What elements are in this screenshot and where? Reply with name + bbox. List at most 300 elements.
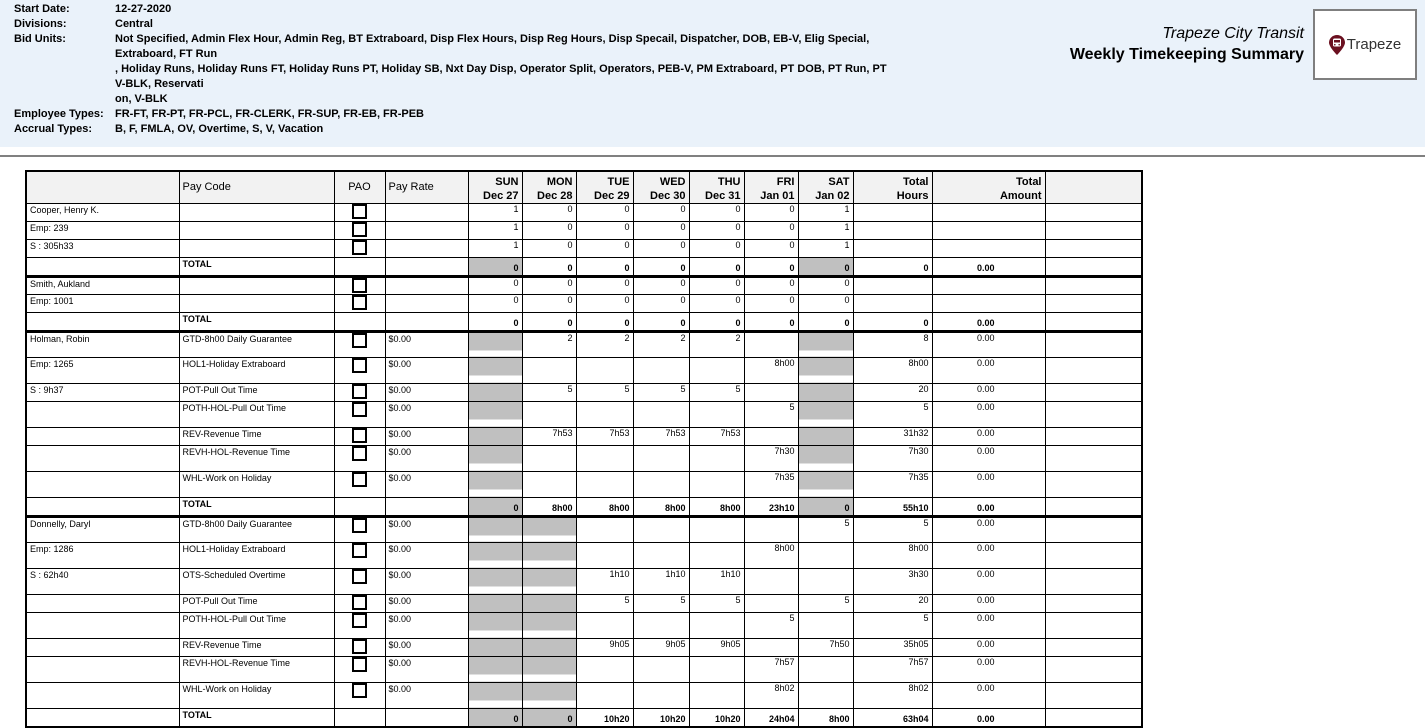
day-total-sun: 0	[468, 708, 522, 727]
blank-cell	[1045, 471, 1142, 497]
day-total-fri: 24h04	[744, 708, 798, 727]
pay-code: REV-Revenue Time	[179, 638, 334, 656]
pao-cell	[334, 401, 385, 427]
day-name: SAT	[828, 175, 850, 188]
pao-checkbox[interactable]	[352, 240, 367, 255]
report-filters	[14, 2, 887, 137]
pay-rate: $0.00	[385, 471, 468, 497]
pay-rate: $0.00	[385, 656, 468, 682]
day-value-sun: 0	[468, 294, 522, 312]
employee-info: Emp: 1286	[26, 542, 179, 568]
pao-cell	[334, 383, 385, 401]
total-row	[26, 312, 1142, 331]
day-value-tue: 0	[576, 239, 633, 257]
pao-cell	[334, 221, 385, 239]
day-value-sat: 5	[798, 516, 853, 542]
day-value-mon	[522, 542, 576, 568]
day-value-sun	[468, 612, 522, 638]
day-value-wed: 5	[633, 383, 689, 401]
day-date: Dec 27	[483, 189, 519, 202]
employee-info	[26, 708, 179, 727]
day-total-wed: 0	[633, 312, 689, 331]
day-value-fri: 5	[744, 401, 798, 427]
pay-code-header: Pay Code	[179, 171, 334, 203]
total-label: TOTAL	[179, 708, 334, 727]
filter-label: Employee Types:	[14, 108, 104, 120]
total-hours	[853, 276, 932, 294]
day-value-sun	[468, 638, 522, 656]
pay-rate: $0.00	[385, 383, 468, 401]
pao-cell	[334, 312, 385, 331]
total-hours-header	[853, 171, 932, 203]
employee-info	[26, 401, 179, 427]
employee-info: Holman, Robin	[26, 331, 179, 357]
blank-cell	[1045, 445, 1142, 471]
day-value-thu: 0	[689, 203, 744, 221]
total-hours	[853, 294, 932, 312]
total-hours: 8h00	[853, 542, 932, 568]
filter-label: Start Date:	[14, 3, 70, 15]
day-value-sun: 1	[468, 239, 522, 257]
day-value-fri: 0	[744, 294, 798, 312]
total-label: TOTAL	[179, 497, 334, 516]
day-total-fri: 0	[744, 257, 798, 276]
day-name: THU	[717, 175, 741, 188]
day-value-mon	[522, 612, 576, 638]
blank-cell	[1045, 294, 1142, 312]
filter-value: Not Specified, Admin Flex Hour, Admin Reg, BT Extraboard, Disp Flex Hours, Disp Reg Hours, Disp Specail, Dispatcher, DOB, EB-V, Elig Special,	[115, 33, 870, 45]
pao-cell	[334, 294, 385, 312]
blank-cell	[1045, 239, 1142, 257]
day-value-thu	[689, 445, 744, 471]
employee-info: Emp: 1001	[26, 294, 179, 312]
pay-rate: $0.00	[385, 682, 468, 708]
filter-value: on, V-BLK	[115, 93, 168, 105]
day-total-tue: 8h00	[576, 497, 633, 516]
total-amount: 0.00	[932, 312, 1045, 331]
header-line: Total	[903, 175, 929, 188]
day-value-sun: 1	[468, 221, 522, 239]
day-value-tue: 9h05	[576, 638, 633, 656]
day-value-thu	[689, 516, 744, 542]
pay-rate	[385, 257, 468, 276]
employee-info	[26, 682, 179, 708]
day-total-mon: 0	[522, 708, 576, 727]
day-header-sun	[468, 171, 522, 203]
pao-header: PAO	[334, 171, 385, 203]
total-hours	[853, 221, 932, 239]
day-value-wed	[633, 445, 689, 471]
employee-info: S : 62h40	[26, 568, 179, 594]
total-row	[26, 497, 1142, 516]
total-hours: 20	[853, 594, 932, 612]
day-header-sat	[798, 171, 853, 203]
day-total-fri: 23h10	[744, 497, 798, 516]
day-total-sat: 8h00	[798, 708, 853, 727]
day-value-tue	[576, 357, 633, 383]
total-amount: 0.00	[932, 638, 1045, 656]
day-value-sun: 0	[468, 276, 522, 294]
total-hours: 8	[853, 331, 932, 357]
pao-checkbox[interactable]	[352, 543, 367, 558]
day-date: Dec 28	[537, 189, 573, 202]
day-value-fri: 7h35	[744, 471, 798, 497]
pao-cell	[334, 542, 385, 568]
day-value-thu: 0	[689, 276, 744, 294]
pay-code: POT-Pull Out Time	[179, 383, 334, 401]
day-value-tue: 0	[576, 221, 633, 239]
total-amount: 0.00	[932, 401, 1045, 427]
pao-cell	[334, 638, 385, 656]
day-value-thu	[689, 682, 744, 708]
pao-cell	[334, 239, 385, 257]
table-row	[26, 383, 1142, 401]
pay-code	[179, 239, 334, 257]
filter-accrual-types	[14, 122, 875, 137]
total-hours: 0	[853, 312, 932, 331]
day-value-mon: 5	[522, 383, 576, 401]
day-header-fri	[744, 171, 798, 203]
header-divider	[0, 155, 1425, 157]
total-hours: 55h10	[853, 497, 932, 516]
report-title-block	[1070, 24, 1304, 66]
day-value-thu: 0	[689, 221, 744, 239]
day-value-thu: 1h10	[689, 568, 744, 594]
employee-info	[26, 594, 179, 612]
day-date: Jan 02	[815, 189, 850, 202]
day-value-thu: 0	[689, 294, 744, 312]
table-row	[26, 612, 1142, 638]
blank-cell	[1045, 357, 1142, 383]
filter-divisions	[14, 17, 875, 32]
total-amount: 0.00	[932, 682, 1045, 708]
day-total-thu: 0	[689, 257, 744, 276]
pay-rate: $0.00	[385, 516, 468, 542]
org-name: Trapeze City Transit	[1162, 25, 1304, 42]
blank-cell	[1045, 221, 1142, 239]
table-row	[26, 638, 1142, 656]
employee-info	[26, 257, 179, 276]
total-hours: 7h57	[853, 656, 932, 682]
day-value-fri: 8h00	[744, 357, 798, 383]
day-value-thu	[689, 542, 744, 568]
day-value-sun: 1	[468, 203, 522, 221]
pao-cell	[334, 708, 385, 727]
pao-checkbox[interactable]	[352, 472, 367, 487]
pay-rate	[385, 294, 468, 312]
day-value-tue	[576, 656, 633, 682]
total-hours: 8h00	[853, 357, 932, 383]
day-value-mon	[522, 682, 576, 708]
day-header-thu	[689, 171, 744, 203]
blank-cell	[1045, 427, 1142, 445]
filter-start-date	[14, 2, 875, 17]
pao-checkbox[interactable]	[352, 333, 367, 348]
blank-cell	[1045, 708, 1142, 727]
day-value-mon: 0	[522, 239, 576, 257]
bus-pin-icon	[1329, 35, 1345, 55]
total-hours	[853, 203, 932, 221]
pay-rate	[385, 312, 468, 331]
table-row	[26, 203, 1142, 221]
day-total-mon: 0	[522, 257, 576, 276]
table-row	[26, 331, 1142, 357]
total-amount: 0.00	[932, 568, 1045, 594]
day-name: MON	[546, 175, 573, 188]
total-amount: 0.00	[932, 471, 1045, 497]
day-total-wed: 0	[633, 257, 689, 276]
day-value-wed: 0	[633, 203, 689, 221]
blank-cell	[1045, 656, 1142, 682]
pay-code: WHL-Work on Holiday	[179, 471, 334, 497]
pao-checkbox[interactable]	[352, 428, 367, 443]
total-row	[26, 708, 1142, 727]
employee-column-header	[26, 171, 179, 203]
pao-checkbox[interactable]	[352, 518, 367, 533]
day-value-tue	[576, 401, 633, 427]
day-value-sat	[798, 427, 853, 445]
total-hours: 7h35	[853, 471, 932, 497]
day-value-sat	[798, 568, 853, 594]
day-total-thu: 8h00	[689, 497, 744, 516]
day-value-tue: 2	[576, 331, 633, 357]
company-logo	[1313, 9, 1417, 80]
pao-cell	[334, 427, 385, 445]
blank-cell	[1045, 312, 1142, 331]
employee-info	[26, 445, 179, 471]
filter-value: V-BLK, Reservati	[115, 78, 204, 90]
day-value-fri	[744, 427, 798, 445]
day-value-thu	[689, 471, 744, 497]
day-value-tue	[576, 542, 633, 568]
blank-cell	[1045, 682, 1142, 708]
total-label: TOTAL	[179, 312, 334, 331]
pao-checkbox[interactable]	[352, 569, 367, 584]
day-value-mon: 0	[522, 276, 576, 294]
table-row	[26, 427, 1142, 445]
header-line: Hours	[896, 189, 929, 202]
table-row	[26, 656, 1142, 682]
day-value-wed	[633, 656, 689, 682]
day-value-sun	[468, 445, 522, 471]
day-value-wed	[633, 471, 689, 497]
pay-code: WHL-Work on Holiday	[179, 682, 334, 708]
pay-rate: $0.00	[385, 357, 468, 383]
day-value-fri: 0	[744, 239, 798, 257]
day-value-thu	[689, 357, 744, 383]
pao-checkbox[interactable]	[352, 446, 367, 461]
day-value-mon	[522, 401, 576, 427]
pay-rate: $0.00	[385, 568, 468, 594]
pay-rate	[385, 708, 468, 727]
day-total-sat: 0	[798, 312, 853, 331]
total-hours: 35h05	[853, 638, 932, 656]
total-amount	[932, 276, 1045, 294]
total-hours: 5	[853, 612, 932, 638]
day-value-tue	[576, 682, 633, 708]
day-value-mon	[522, 471, 576, 497]
day-value-tue: 5	[576, 594, 633, 612]
pao-checkbox[interactable]	[352, 358, 367, 373]
day-value-sun	[468, 656, 522, 682]
day-value-sun	[468, 516, 522, 542]
day-name: WED	[659, 175, 686, 188]
blank-cell	[1045, 331, 1142, 357]
day-value-mon: 0	[522, 221, 576, 239]
day-value-fri: 7h30	[744, 445, 798, 471]
pay-rate: $0.00	[385, 427, 468, 445]
report-header	[0, 0, 1425, 147]
day-value-wed: 0	[633, 294, 689, 312]
day-date: Dec 30	[650, 189, 686, 202]
day-header-mon	[522, 171, 576, 203]
pay-rate: $0.00	[385, 331, 468, 357]
employee-info: Emp: 239	[26, 221, 179, 239]
day-value-sat	[798, 445, 853, 471]
day-value-tue: 1h10	[576, 568, 633, 594]
day-value-tue	[576, 445, 633, 471]
pay-code: REVH-HOL-Revenue Time	[179, 445, 334, 471]
day-value-mon	[522, 357, 576, 383]
pao-cell	[334, 471, 385, 497]
day-value-thu	[689, 656, 744, 682]
total-amount	[932, 294, 1045, 312]
day-value-wed	[633, 357, 689, 383]
table-row	[26, 294, 1142, 312]
day-value-fri: 0	[744, 221, 798, 239]
day-value-sat	[798, 682, 853, 708]
day-value-mon	[522, 568, 576, 594]
day-total-wed: 8h00	[633, 497, 689, 516]
pay-code: HOL1-Holiday Extraboard	[179, 542, 334, 568]
pao-cell	[334, 445, 385, 471]
pao-checkbox[interactable]	[352, 613, 367, 628]
blank-cell	[1045, 401, 1142, 427]
day-value-tue: 0	[576, 276, 633, 294]
employee-info	[26, 638, 179, 656]
day-value-sun	[468, 542, 522, 568]
day-value-tue: 7h53	[576, 427, 633, 445]
pao-checkbox[interactable]	[352, 295, 367, 310]
pay-code: HOL1-Holiday Extraboard	[179, 357, 334, 383]
day-value-sat: 7h50	[798, 638, 853, 656]
total-amount	[932, 203, 1045, 221]
day-value-sat: 0	[798, 276, 853, 294]
pao-checkbox[interactable]	[352, 222, 367, 237]
day-value-mon	[522, 594, 576, 612]
pay-rate: $0.00	[385, 638, 468, 656]
pay-code	[179, 294, 334, 312]
day-value-sun	[468, 357, 522, 383]
day-value-sun	[468, 471, 522, 497]
day-value-wed: 5	[633, 594, 689, 612]
pay-code: GTD-8h00 Daily Guarantee	[179, 516, 334, 542]
day-total-tue: 0	[576, 257, 633, 276]
filter-label: Accrual Types:	[14, 123, 93, 135]
pay-code: POTH-HOL-Pull Out Time	[179, 612, 334, 638]
total-hours: 8h02	[853, 682, 932, 708]
day-value-fri	[744, 516, 798, 542]
day-value-thu: 5	[689, 594, 744, 612]
table-row	[26, 542, 1142, 568]
day-value-sun	[468, 427, 522, 445]
pay-code: REV-Revenue Time	[179, 427, 334, 445]
day-value-mon: 0	[522, 294, 576, 312]
pay-rate: $0.00	[385, 401, 468, 427]
blank-column-header	[1045, 171, 1142, 203]
day-value-fri: 0	[744, 276, 798, 294]
day-value-thu	[689, 612, 744, 638]
day-value-tue	[576, 471, 633, 497]
day-header-wed	[633, 171, 689, 203]
header-line: Amount	[999, 189, 1042, 202]
day-name: TUE	[607, 175, 630, 188]
employee-info: Smith, Aukland	[26, 276, 179, 294]
table-row	[26, 239, 1142, 257]
day-total-sun: 0	[468, 497, 522, 516]
timekeeping-table	[25, 170, 1143, 728]
total-amount	[932, 239, 1045, 257]
total-hours: 7h30	[853, 445, 932, 471]
day-value-wed	[633, 516, 689, 542]
pay-rate	[385, 239, 468, 257]
pay-code: POT-Pull Out Time	[179, 594, 334, 612]
total-amount: 0.00	[932, 708, 1045, 727]
total-hours: 20	[853, 383, 932, 401]
day-value-thu: 2	[689, 331, 744, 357]
pao-checkbox[interactable]	[352, 683, 367, 698]
day-value-sun	[468, 401, 522, 427]
total-amount: 0.00	[932, 257, 1045, 276]
pao-checkbox[interactable]	[352, 384, 367, 399]
day-value-thu: 7h53	[689, 427, 744, 445]
day-value-fri: 8h02	[744, 682, 798, 708]
pao-checkbox[interactable]	[352, 657, 367, 672]
pao-checkbox[interactable]	[352, 402, 367, 417]
day-value-tue: 5	[576, 383, 633, 401]
pao-checkbox[interactable]	[352, 595, 367, 610]
day-value-sat	[798, 656, 853, 682]
day-header-tue	[576, 171, 633, 203]
total-hours: 3h30	[853, 568, 932, 594]
pao-checkbox[interactable]	[352, 639, 367, 654]
day-total-sun: 0	[468, 312, 522, 331]
day-value-wed	[633, 401, 689, 427]
pao-cell	[334, 276, 385, 294]
employee-info: Emp: 1265	[26, 357, 179, 383]
day-value-thu	[689, 401, 744, 427]
pay-code	[179, 203, 334, 221]
blank-cell	[1045, 257, 1142, 276]
filter-value: FR-FT, FR-PT, FR-PCL, FR-CLERK, FR-SUP, FR-EB, FR-PEB	[115, 108, 424, 120]
day-value-wed: 7h53	[633, 427, 689, 445]
day-value-sat	[798, 542, 853, 568]
day-value-thu: 0	[689, 239, 744, 257]
pay-rate	[385, 221, 468, 239]
employee-info	[26, 312, 179, 331]
day-value-sat: 1	[798, 203, 853, 221]
employee-info	[26, 656, 179, 682]
day-value-sat	[798, 357, 853, 383]
total-amount: 0.00	[932, 445, 1045, 471]
day-value-fri	[744, 383, 798, 401]
pao-checkbox[interactable]	[352, 278, 367, 293]
day-value-sat: 0	[798, 294, 853, 312]
total-amount: 0.00	[932, 516, 1045, 542]
pao-checkbox[interactable]	[352, 204, 367, 219]
total-amount: 0.00	[932, 497, 1045, 516]
day-value-tue: 0	[576, 203, 633, 221]
